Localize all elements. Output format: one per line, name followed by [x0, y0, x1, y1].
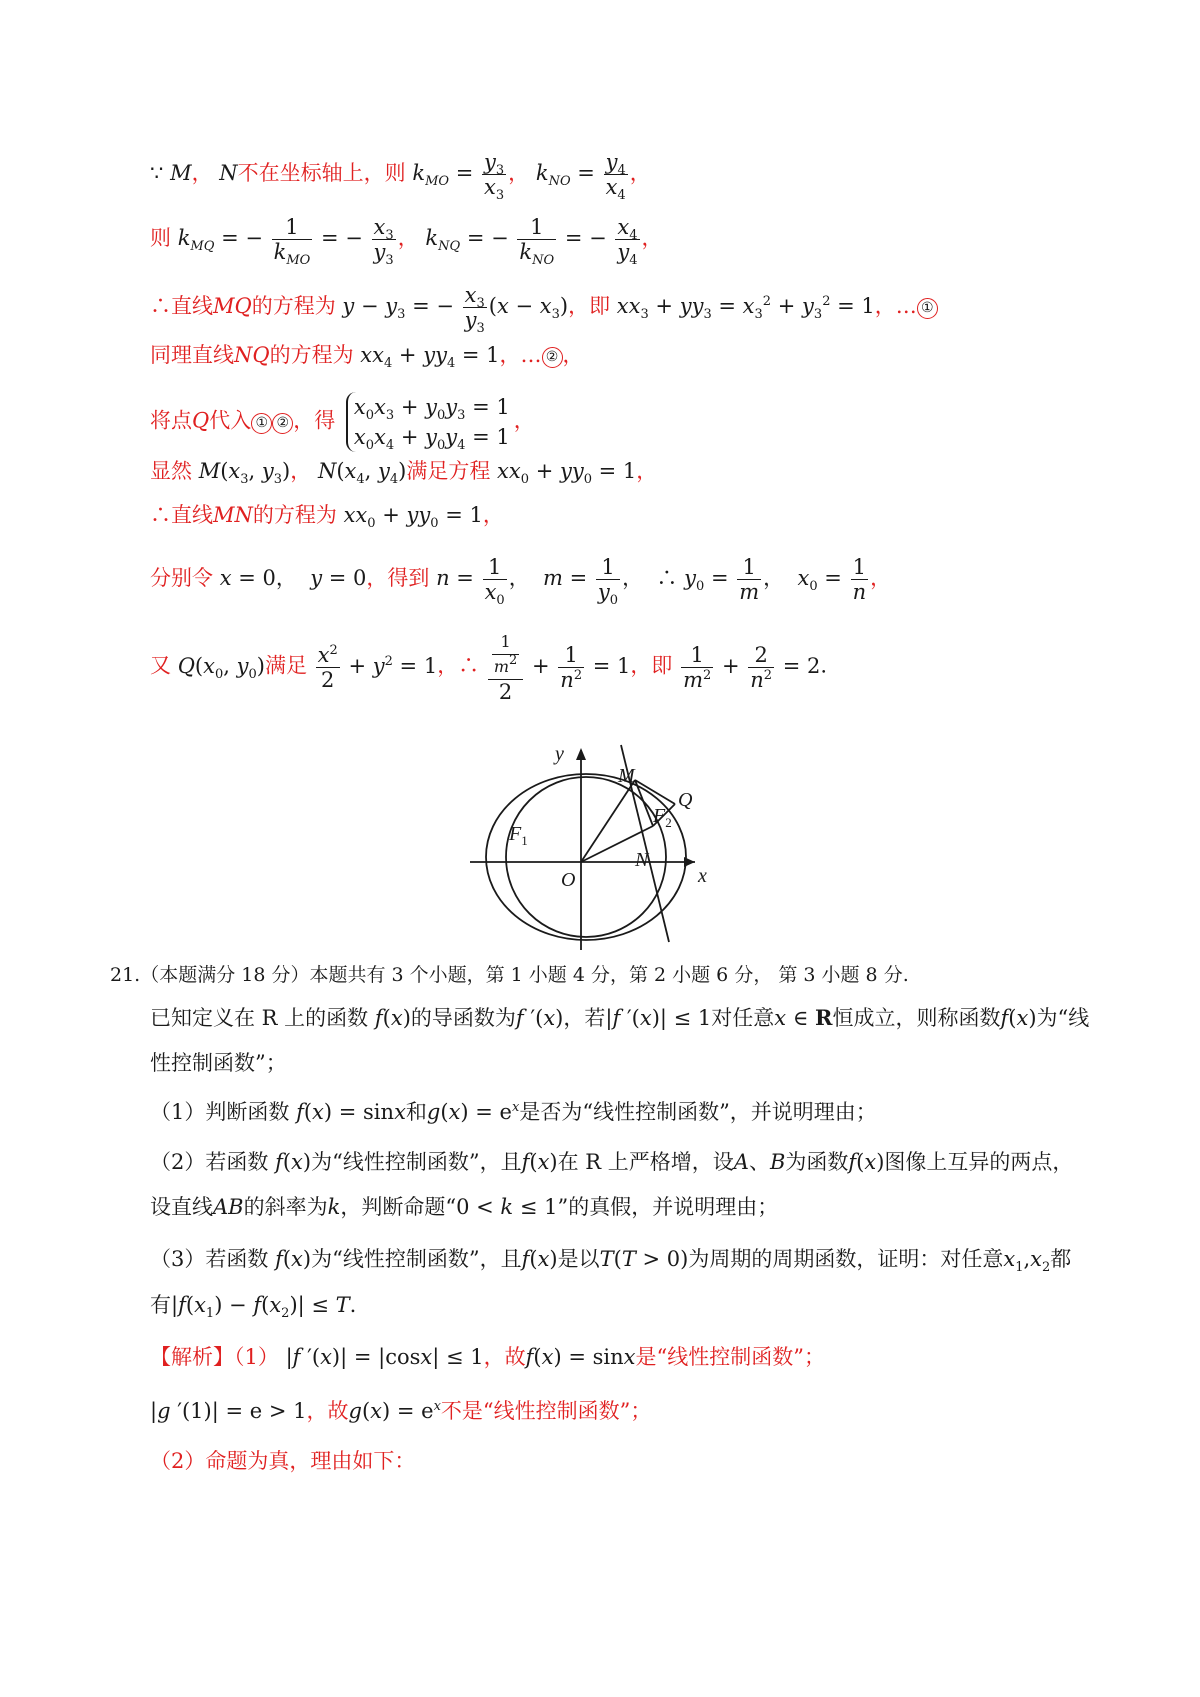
equation-system: $x_0x_3 + y_0y_3 = 1$ $x_0x_4 + y_0y_4 = 1$ — [346, 392, 510, 452]
answer-line-3 — [150, 1446, 415, 1476]
segment-mq — [635, 780, 675, 804]
text: （2）若函数 — [150, 1150, 269, 1174]
sep: ， — [513, 408, 535, 433]
label-q: Q — [678, 789, 693, 811]
math-ab-line: AB — [213, 1195, 244, 1219]
sep: ， — [397, 226, 419, 250]
text: ，即 — [568, 294, 611, 318]
text: （2）命题为真，理由如下： — [150, 1449, 416, 1473]
text: 则 — [150, 226, 171, 250]
solution-line-4 — [150, 340, 584, 370]
label-f2: $F_2$ — [653, 805, 672, 830]
text: （1）判断函数 — [150, 1100, 290, 1124]
final-result: $\frac{1}{m^2}$ + $\frac{2}{n^2}$ = 2 — [683, 642, 821, 692]
question-3-line-1 — [150, 1244, 1071, 1274]
solution-line-5 — [150, 392, 535, 452]
point-m-coords: $M(x_3$, $y_3$) — [198, 459, 291, 487]
question-1 — [150, 1097, 877, 1127]
text: ，故 — [306, 1399, 349, 1423]
period: . — [820, 653, 828, 678]
slope-nq: $k_{NQ}$ = − $\frac{1}{k_{NO}}$ = − $\frac{x_4}{y_4}$ — [425, 215, 638, 268]
equation-mq: $y - y_3$ = − $\frac{x_3}{y_3}$ $(x - x_3)$ — [342, 283, 569, 336]
text: 同理直线 — [150, 343, 234, 367]
sep: ， — [508, 161, 530, 185]
text: 是“线性控制函数”； — [635, 1345, 825, 1369]
slope-mq: $k_{MQ}$ = − $\frac{1}{k_{MO}}$ = − $\frac{x_3}{y_3}$ — [177, 215, 394, 268]
text: 和 — [405, 1100, 427, 1124]
text: ∴直线 — [150, 294, 213, 318]
text: 不在坐标轴上，则 — [237, 161, 406, 185]
math-sinx: f(x) = sinx — [296, 1100, 406, 1124]
text: 设直线 — [150, 1195, 213, 1219]
label-y: y — [555, 743, 564, 765]
math-fx: f(x) — [374, 1006, 411, 1030]
point-m: M — [170, 161, 192, 185]
solution-line-3 — [150, 283, 938, 336]
sep: ， — [191, 161, 213, 185]
text: 为函数 — [785, 1150, 849, 1174]
text: 的方程为 — [251, 294, 336, 318]
text: 性控制函数”； — [150, 1051, 287, 1075]
math-k-range: 0 < k ≤ 1 — [456, 1195, 558, 1219]
math-ex: $g(x) = e^x$ — [426, 1100, 520, 1124]
text: 是否为“线性控制函数”，并说明理由； — [519, 1100, 877, 1124]
math-fx: f(x) — [521, 1150, 558, 1174]
ellipse-curve — [486, 774, 686, 940]
text: ，得到 — [366, 566, 430, 590]
text: 又 — [150, 653, 171, 678]
answer-line-2 — [150, 1396, 651, 1426]
circled-two: ② — [542, 347, 563, 368]
sep: ， — [636, 459, 658, 483]
text: 分别令 — [150, 566, 213, 590]
equation-mq-simplified: $xx_3 + yy_3 = x_3^2 + y_3^2 = 1$ — [616, 294, 875, 322]
math-sinx: f(x) = sinx — [525, 1345, 636, 1369]
point-n-coords: $N(x_4$, $y_4$) — [317, 459, 407, 487]
math-period: T(T > 0) — [599, 1247, 689, 1271]
math-fx: f(x) — [848, 1150, 885, 1174]
text: 将点 — [150, 408, 192, 433]
line-nq: NQ — [234, 343, 270, 367]
text: （3）若函数 — [150, 1247, 269, 1271]
sep: ， — [482, 503, 504, 527]
slope-mo: $k_{MO}$ = $\frac{y_3}{x_3}$ — [412, 150, 505, 203]
text: 的方程为 — [269, 343, 354, 367]
label-m: M — [618, 765, 635, 787]
question-2-line-1 — [150, 1147, 1073, 1177]
solution-line-9 — [150, 630, 827, 704]
text: ”的真假，并说明理由； — [557, 1195, 779, 1219]
line-mn: MN — [213, 503, 253, 527]
line-mq: MQ — [213, 294, 252, 318]
problem-intro-line-2 — [150, 1048, 287, 1078]
equation-mn: $xx_0 + yy_0 = 1$ — [497, 459, 637, 487]
math-ex: $g(x) = e^x$ — [348, 1399, 441, 1423]
segment-om — [581, 780, 635, 862]
text: 对任意 — [711, 1006, 775, 1030]
solution-line-8: 分别令 x = 0， y = 0，得到 n = $\frac{1}{x_0}$ ， m = $\frac{1}{y_0}$ ， ∴ $y_0$ = $\frac{1}{m}$ ， $x_0$ = $\frac{1}{n}$ ， — [150, 555, 892, 608]
solution-line-7 — [150, 500, 504, 530]
question-2-line-2 — [150, 1192, 778, 1222]
y-axis-arrow — [576, 748, 586, 760]
text: ，即 — [630, 653, 673, 678]
intercepts: n = $\frac{1}{x_0}$ ， m = $\frac{1}{y_0}$ ， ∴ $y_0$ = $\frac{1}{m}$ ， $x_0$ = $\frac{1}{n}$ — [436, 555, 867, 608]
label-o: O — [561, 869, 576, 891]
text: 为“线 — [1036, 1006, 1090, 1030]
text: 满足 — [264, 653, 307, 678]
text: . — [349, 1293, 357, 1317]
label-n: N — [635, 849, 649, 871]
math-fx: f(x) — [1000, 1006, 1037, 1030]
math-ab: A、B — [733, 1150, 786, 1174]
problem-intro-line-1 — [150, 1003, 1089, 1033]
text: 为“线性控制函数”，且 — [311, 1150, 522, 1174]
point-q-coords: $Q(x_0$, $y_0$) — [177, 653, 265, 682]
segment-mn — [635, 780, 653, 826]
point-n: N — [219, 161, 238, 185]
text: ∴直线 — [150, 503, 213, 527]
text: 恒成立，则称函数 — [832, 1006, 1001, 1030]
circled-one: ① — [917, 298, 938, 319]
math-k: k — [327, 1195, 341, 1219]
math-g-prime: |g ′(1)| = e > 1 — [150, 1399, 307, 1423]
text: 代入 — [209, 408, 252, 433]
text: 有 — [150, 1293, 171, 1317]
math-fx: f(x) — [275, 1247, 312, 1271]
text: 显然 — [150, 459, 192, 483]
text: 不是“线性控制函数”； — [440, 1399, 652, 1423]
text: 的方程为 — [252, 503, 337, 527]
sep: ， — [562, 343, 584, 367]
sep: ， — [290, 459, 312, 483]
math-abs-fpx: |f ′(x)| ≤ 1 — [605, 1006, 712, 1030]
math-x1x2: $x_1,x_2$ — [1003, 1247, 1051, 1275]
equation-mn-2: $xx_0 + yy_0 = 1$ — [343, 503, 483, 531]
problem-header-text: （本题满分 18 分）本题共有 3 个小题，第 1 小题 4 分，第 2 小题 6 分， 第 3 小题 8 分. — [140, 964, 909, 986]
label-f1: $F_1$ — [509, 823, 528, 848]
solution-line-6 — [150, 456, 657, 486]
solution-line-2: 则 $k_{MQ}$ = − $\frac{1}{k_{MO}}$ = − $\frac{x_3}{y_3}$ ， $k_{NQ}$ = − $\frac{1}{k_{NO}}$ = − $\frac{x_4}{y_4}$ ， — [150, 215, 663, 268]
text: 满足方程 — [406, 459, 491, 483]
text: 为周期的周期函数，证明：对任意 — [688, 1247, 1004, 1271]
math-fx: f(x) — [275, 1150, 312, 1174]
equation-nq: $xx_4 + yy_4 = 1$ — [360, 343, 500, 371]
text: ，… — [499, 343, 542, 367]
text: 的斜率为 — [243, 1195, 328, 1219]
math-fx: f(x) — [521, 1247, 558, 1271]
label-x: x — [698, 865, 707, 887]
ellipse-circle-figure — [470, 742, 770, 952]
text: ，… — [874, 294, 917, 318]
point-q: Q — [192, 408, 210, 433]
text: 的导函数为 — [410, 1006, 516, 1030]
x-axis-arrow — [684, 857, 695, 867]
ellipse-equation: $\frac{x^2}{2}$ + $y^2 = 1$ — [317, 642, 438, 692]
text: ，∴ — [437, 653, 480, 678]
text: 在 R 上严格增，设 — [557, 1150, 734, 1174]
text: 图像上互异的两点， — [884, 1150, 1074, 1174]
because-symbol: ∵ — [150, 161, 164, 185]
answer-line-1 — [150, 1342, 825, 1372]
set-zero: x = 0， y = 0 — [219, 566, 367, 590]
text: 是以 — [557, 1247, 600, 1271]
math-fpx: f ′(x) — [515, 1006, 564, 1030]
math-abs-cos: |f ′(x)| = |cosx| ≤ 1 — [285, 1345, 484, 1369]
text: ，得 — [293, 408, 336, 433]
solution-line-1: ∵ M， N不在坐标轴上，则 $k_{MO}$ = $\frac{y_3}{x_3}$ ， $k_{NO}$ = $\frac{y_4}{x_4}$ ， — [150, 150, 651, 203]
text: 为“线性控制函数”，且 — [311, 1247, 522, 1271]
text: 都 — [1050, 1247, 1072, 1271]
question-3-line-2 — [150, 1290, 356, 1320]
circled-two: ② — [272, 413, 293, 434]
text: ，故 — [483, 1345, 526, 1369]
text: 已知定义在 R 上的函数 — [150, 1006, 369, 1030]
slope-no: $k_{NO}$ = $\frac{y_4}{x_4}$ — [535, 150, 626, 203]
text: （1） — [234, 1345, 279, 1369]
text: ，判断命题“ — [340, 1195, 457, 1219]
math-inequality: $|f(x_1) - f(x_2)| \le T$ — [171, 1293, 350, 1321]
math-x-in-r: x ∈ R — [774, 1005, 833, 1030]
analysis-tag: 【解析】 — [150, 1345, 234, 1369]
circled-one: ① — [251, 413, 272, 434]
substituted-equation: $\frac{\frac{1}{m^2}}{2}$ + $\frac{1}{n^2}$ = 1 — [486, 654, 631, 678]
problem-number: 21. — [110, 964, 141, 986]
text: ，若 — [563, 1006, 606, 1030]
problem-header — [110, 960, 909, 990]
